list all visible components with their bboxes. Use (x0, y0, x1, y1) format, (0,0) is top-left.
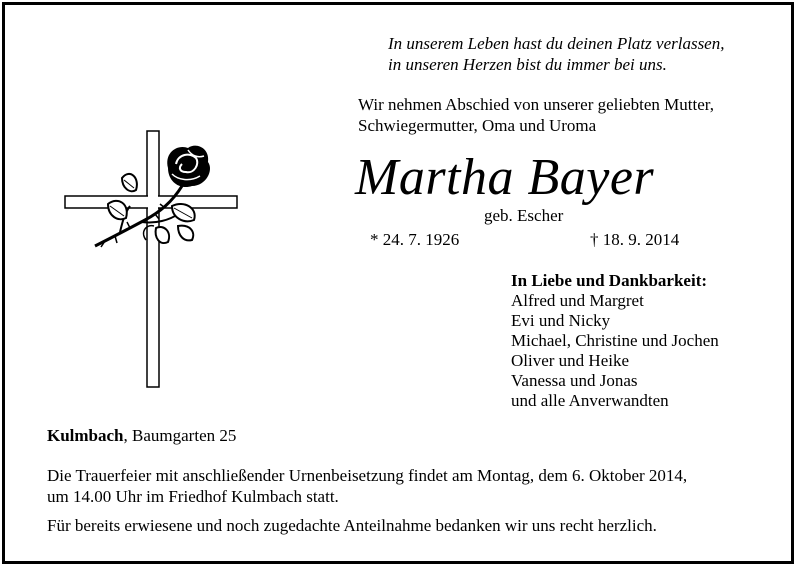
family-member: Evi und Nicky (511, 311, 611, 330)
family-member: Michael, Christine und Jochen (511, 331, 719, 350)
cross-with-rose-icon (60, 128, 250, 393)
death-date: † 18. 9. 2014 (590, 230, 680, 249)
address (47, 426, 236, 446)
thanks-text: Für bereits erwiesene und noch zugedachte Anteilnahme bedanken wir uns recht herzlich. (47, 516, 657, 535)
address-city: Kulmbach (47, 426, 124, 445)
deceased-name: Martha Bayer (355, 149, 655, 206)
quote-line-1: In unserem Leben hast du deinen Platz verlassen, (388, 34, 725, 53)
family-heading: In Liebe und Dankbarkeit: (511, 271, 708, 290)
quote-line-2: in unseren Herzen bist du immer bei uns. (388, 55, 667, 74)
family-member: Oliver und Heike (511, 351, 630, 370)
maiden-name: geb. Escher (484, 206, 564, 225)
funeral-line-1: Die Trauerfeier mit anschließender Urnenbeisetzung findet am Montag, dem 6. Oktober 2014, (47, 466, 688, 485)
intro-line-1: Wir nehmen Abschied von unserer geliebten Mutter, (358, 95, 715, 114)
family-member: Alfred und Margret (511, 291, 644, 310)
family-member: Vanessa und Jonas (511, 371, 638, 390)
birth-date: * 24. 7. 1926 (370, 230, 460, 249)
funeral-line-2: um 14.00 Uhr im Friedhof Kulmbach statt. (47, 487, 339, 506)
address-street: , Baumgarten 25 (123, 426, 237, 445)
intro-line-2: Schwiegermutter, Oma und Uroma (358, 116, 597, 135)
family-member: und alle Anverwandten (511, 391, 669, 410)
